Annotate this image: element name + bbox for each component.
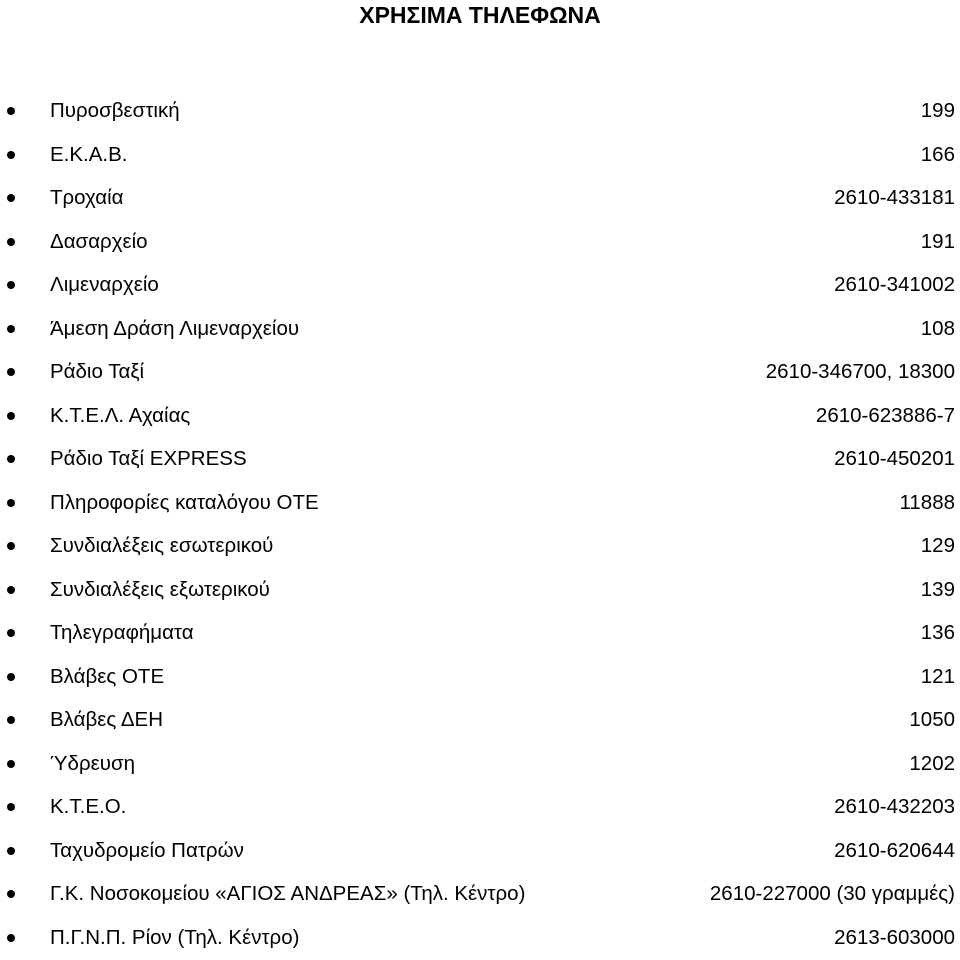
entry-label: Άμεση Δράση Λιμεναρχείου — [50, 316, 300, 340]
list-item — [0, 263, 960, 307]
bullet-icon — [7, 499, 15, 507]
entry-label: Βλάβες ΟΤΕ — [50, 664, 165, 688]
entry-label: Λιμεναρχείο — [50, 273, 159, 296]
entry-label: Βλάβες ΔΕΗ — [50, 708, 164, 731]
list-item — [0, 872, 960, 916]
entry-phone: 1202 — [909, 751, 955, 775]
entry-phone: 2610-433181 — [834, 186, 955, 209]
entry-phone: 2610-227000 (30 γραμμές) — [709, 882, 955, 905]
entry-phone: 2610-620644 — [834, 838, 955, 862]
list-item — [0, 220, 960, 264]
bullet-icon — [7, 151, 15, 159]
entry-label: Ύδρευση — [50, 751, 136, 775]
bullet-icon — [7, 890, 15, 898]
bullet-icon — [7, 412, 15, 420]
list-item — [0, 568, 960, 612]
list-item — [0, 394, 960, 438]
entry-phone: 136 — [920, 621, 955, 644]
list-item — [0, 307, 960, 351]
entry-label: Ταχυδρομείο Πατρών — [50, 838, 244, 862]
phone-list — [0, 89, 960, 959]
bullet-icon — [7, 803, 15, 811]
entry-phone: 2613-603000 — [834, 925, 955, 949]
entry-phone: 1050 — [909, 708, 955, 731]
bullet-icon — [7, 673, 15, 681]
entry-label: Π.Γ.Ν.Π. Ρίον (Τηλ. Κέντρο) — [50, 925, 300, 949]
list-item — [0, 742, 960, 786]
bullet-icon — [7, 934, 15, 942]
list-item — [0, 524, 960, 568]
bullet-icon — [7, 716, 15, 724]
bullet-icon — [7, 107, 15, 115]
entry-label: Γ.Κ. Νοσοκομείου «ΑΓΙΟΣ ΑΝΔΡΕΑΣ» (Τηλ. Κέντρο) — [50, 882, 526, 905]
entry-label: Συνδιαλέξεις εξωτερικού — [50, 577, 270, 601]
bullet-icon — [7, 629, 15, 637]
entry-phone: 129 — [920, 534, 955, 557]
bullet-icon — [7, 542, 15, 550]
entry-label: Συνδιαλέξεις εσωτερικού — [50, 534, 274, 557]
entry-phone: 11888 — [899, 490, 955, 514]
list-item — [0, 698, 960, 742]
bullet-icon — [7, 760, 15, 768]
entry-label: Ράδιο Ταξί EXPRESS — [50, 447, 247, 470]
bullet-icon — [7, 238, 15, 246]
list-item — [0, 916, 960, 960]
list-item — [0, 655, 960, 699]
entry-phone: 121 — [920, 664, 955, 688]
bullet-icon — [7, 194, 15, 202]
entry-phone: 191 — [920, 229, 955, 253]
bullet-icon — [7, 368, 15, 376]
entry-phone: 199 — [920, 99, 955, 122]
entry-phone: 108 — [920, 316, 955, 340]
entry-label: Κ.Τ.Ε.Ο. — [50, 795, 127, 818]
entry-phone: 166 — [920, 142, 955, 166]
list-item — [0, 133, 960, 177]
entry-phone: 2610-432203 — [834, 795, 955, 818]
list-item — [0, 829, 960, 873]
entry-label: Πληροφορίες καταλόγου ΟΤΕ — [50, 490, 319, 514]
entry-phone: 139 — [920, 577, 955, 601]
bullet-icon — [7, 847, 15, 855]
entry-label: Ράδιο Ταξί — [50, 360, 145, 383]
bullet-icon — [7, 281, 15, 289]
entry-label: Πυροσβεστική — [50, 99, 180, 122]
list-item — [0, 437, 960, 481]
entry-phone: 2610-623886-7 — [815, 403, 955, 427]
entry-phone: 2610-346700, 18300 — [765, 360, 955, 383]
entry-label: Τροχαία — [50, 186, 124, 209]
entry-label: Ε.Κ.Α.Β. — [50, 142, 128, 166]
list-item — [0, 481, 960, 525]
entry-label: Τηλεγραφήματα — [50, 621, 194, 644]
bullet-icon — [7, 586, 15, 594]
list-item — [0, 611, 960, 655]
page-title: ΧΡΗΣΙΜΑ ΤΗΛΕΦΩΝΑ — [359, 2, 601, 28]
bullet-icon — [7, 455, 15, 463]
list-item — [0, 89, 960, 133]
list-item — [0, 176, 960, 220]
list-item — [0, 350, 960, 394]
list-item — [0, 785, 960, 829]
entry-label: Δασαρχείο — [50, 229, 148, 253]
entry-phone: 2610-450201 — [834, 447, 955, 470]
entry-phone: 2610-341002 — [834, 273, 955, 296]
entry-label: Κ.Τ.Ε.Λ. Αχαίας — [50, 403, 191, 427]
bullet-icon — [7, 325, 15, 333]
